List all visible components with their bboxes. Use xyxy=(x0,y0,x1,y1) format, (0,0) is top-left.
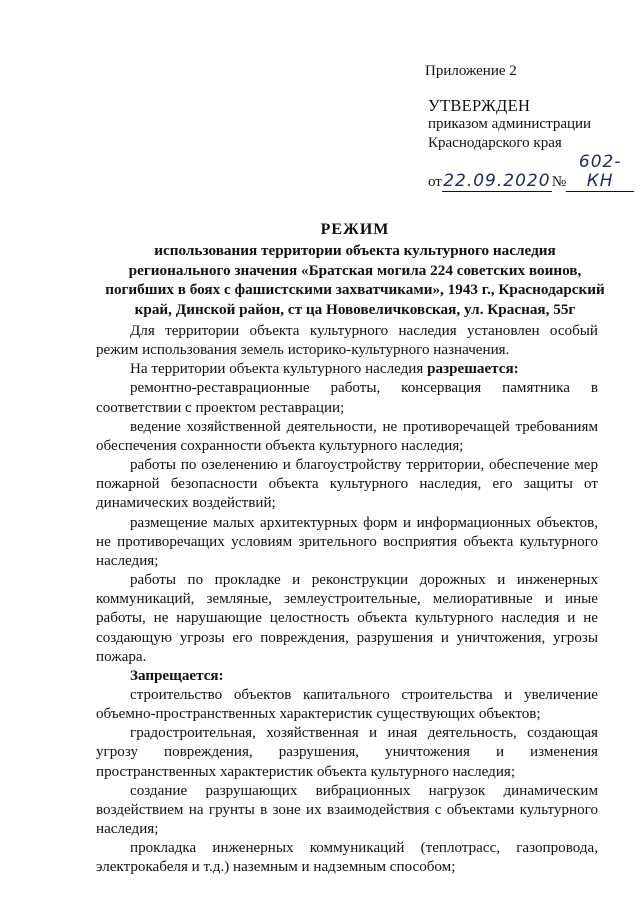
forbidden-item: строительство объектов капитального строительства и увеличение объемно-пространственных характеристик существующих объектов; xyxy=(96,686,598,723)
number-prefix: № xyxy=(551,174,567,190)
subtitle-line: погибших в боях с фашистскими захватчиками», 1943 г., Краснодарский xyxy=(105,281,605,299)
forbidden-item: градостроительная, хозяйственная и иная деятельность, создающая угрозу повреждения, разрушения, уничтожения и изменения пространственных характеристик объекта культурного наследия; xyxy=(96,725,598,780)
handwritten-date: 22.09.2020 xyxy=(443,171,551,191)
subtitle-line: использования территории объекта культурного наследия xyxy=(154,242,556,259)
regime-subtitle xyxy=(95,241,615,319)
approval-line-order: приказом администрации xyxy=(428,116,592,132)
subtitle-line: край, Динской район, ст ца Нововеличковская, ул. Красная, 55г xyxy=(134,300,576,318)
allowed-item: ведение хозяйственной деятельности, не противоречащей требованиям обеспечения сохранности объекта культурного наследия; xyxy=(96,418,598,454)
allowed-item: размещение малых архитектурных форм и информационных объектов, не противоречащих условиям зрительного восприятия объекта культурного наследия; xyxy=(96,514,598,569)
allowed-item: работы по озеленению и благоустройству территории, обеспечение мер пожарной безопасности объекта культурного наследия, его защиты от динамических воздействий; xyxy=(96,457,598,512)
approval-block xyxy=(428,96,634,192)
date-prefix: от xyxy=(428,174,442,190)
allowed-keyword: разрешается: xyxy=(427,361,519,378)
approval-date-line xyxy=(428,153,634,192)
approval-title: УТВЕРЖДЕН xyxy=(428,96,531,115)
forbidden-heading: Запрещается: xyxy=(130,667,224,684)
regime-title: РЕЖИМ xyxy=(320,221,390,238)
approval-line-region: Краснодарского края xyxy=(428,135,562,151)
annex-label: Приложение 2 xyxy=(425,63,517,79)
forbidden-item: создание разрушающих вибрационных нагрузок динамическим воздействием на грунты в зоне их взаимодействия с объектами культурного наследия; xyxy=(96,782,598,838)
allowed-item: работы по прокладке и реконструкции дорожных и инженерных коммуникаций, земляные, землеустроительные, мелиоративные и иные работы, не нарушающие целостность объекта культурного наследия и не создающую угрозы его повреждения, разрушения и уничтожения, угрозы пожара. xyxy=(96,572,598,665)
intro-paragraph: Для территории объекта культурного наследия установлен особый режим использования земель историко-культурного назначения. xyxy=(96,323,598,359)
handwritten-number: 602-КН xyxy=(566,153,634,192)
allowed-lead-text: На территории объекта культурного наследия xyxy=(130,361,424,378)
forbidden-item: прокладка инженерных коммуникаций (теплотрасс, газопровода, электрокабеля и т.д.) наземным и надземным способом; xyxy=(96,840,598,876)
subtitle-line: регионального значения «Братская могила 224 советских воинов, xyxy=(128,261,582,279)
document-body xyxy=(96,322,598,878)
allowed-heading xyxy=(96,360,598,379)
allowed-item: ремонтно-реставрационные работы, консервация памятника в соответствии с проектом реставрации; xyxy=(96,380,598,416)
